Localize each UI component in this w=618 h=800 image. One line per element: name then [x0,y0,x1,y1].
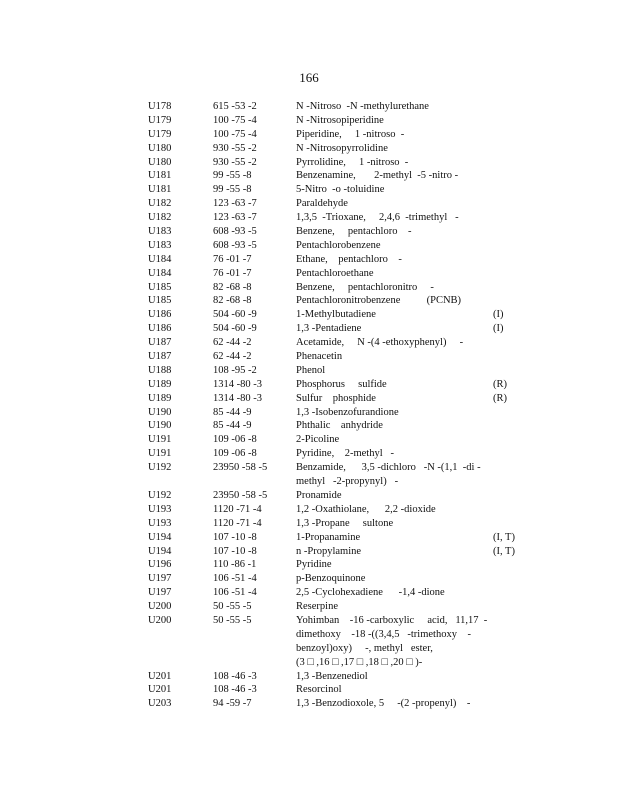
substance-name-line: 1,3 -Propane sultone [296,517,394,529]
cas-number: 109 -06 -8 [213,448,257,460]
substance-name-line: Reserpine [296,601,338,613]
waste-code: U196 [148,559,172,571]
table-row [0,531,618,545]
waste-code: U185 [148,281,172,293]
cas-number: 85 -44 -9 [213,420,252,432]
substance-name-line: Pentachloronitrobenzene (PCNB) [296,295,462,307]
table-row [0,572,618,586]
cas-number: 608 -93 -5 [213,239,257,251]
cas-number: 108 -46 -3 [213,684,257,696]
waste-code: U197 [148,573,172,585]
substance-name-line: 1,3 -Pentadiene [296,323,362,335]
table-row [0,600,618,614]
substance-name-line: Benzene, pentachloronitro - [296,281,434,293]
substance-name [296,100,429,114]
substance-name [296,114,384,128]
substance-name-line: Benzenamine, 2-methyl -5 -nitro - [296,170,459,182]
substance-name [296,253,402,267]
substance-name [296,419,383,433]
substance-name [296,670,368,684]
table-row [0,461,618,489]
table-row [0,503,618,517]
substance-name-line: Pentachlorobenzene [296,239,381,251]
waste-code: U200 [148,614,172,626]
table-row [0,392,618,406]
table-row [0,225,618,239]
waste-code: U192 [148,489,172,501]
waste-code: U186 [148,309,172,321]
cas-number: 76 -01 -7 [213,253,252,265]
substance-name [296,128,404,142]
substance-name [296,378,387,392]
table-row [0,308,618,322]
substance-name [296,197,348,211]
cas-number: 1120 -71 -4 [213,503,262,515]
cas-number: 109 -06 -8 [213,434,257,446]
waste-code: U186 [148,323,172,335]
cas-number: 100 -75 -4 [213,114,257,126]
substance-name-line: methyl -2-propynyl) - [296,476,399,488]
substance-name-line: Pentachloroethane [296,267,374,279]
waste-code: U191 [148,448,172,460]
substance-name [296,558,332,572]
substance-name-line: 1,3 -Benzodioxole, 5 -(2 -propenyl) - [296,698,471,710]
waste-code: U183 [148,226,172,238]
substance-name-line: Phosphorus sulfide [296,378,387,390]
cas-number: 123 -63 -7 [213,212,257,224]
cas-number: 82 -68 -8 [213,295,252,307]
table-row [0,586,618,600]
table-row [0,294,618,308]
substance-name-line: 1,3,5 -Trioxane, 2,4,6 -trimethyl - [296,212,459,224]
waste-code: U183 [148,239,172,251]
waste-code: U182 [148,198,172,210]
waste-code: U187 [148,351,172,363]
cas-number: 23950 -58 -5 [213,462,268,474]
substance-name-line: Paraldehyde [296,198,348,210]
substance-name-line: p-Benzoquinone [296,573,366,585]
table-row [0,433,618,447]
waste-code: U184 [148,253,172,265]
table-row [0,197,618,211]
table-row [0,378,618,392]
cas-number: 608 -93 -5 [213,226,257,238]
waste-code: U189 [148,378,172,390]
substance-name-line: 2,5 -Cyclohexadiene -1,4 -dione [296,587,445,599]
cas-number: 1314 -80 -3 [213,392,262,404]
cas-number: 615 -53 -2 [213,101,257,112]
cas-number: 930 -55 -2 [213,156,257,168]
substance-name [296,614,487,670]
waste-code: U179 [148,114,172,126]
table-row [0,100,618,114]
waste-code: U201 [148,684,172,696]
substance-name-line: 1-Propanamine [296,531,361,543]
substance-name [296,447,394,461]
waste-code: U194 [148,545,172,557]
substance-name [296,156,408,170]
waste-code: U190 [148,420,172,432]
substance-name-line: 2-Picoline [296,434,340,446]
hazard-code: (R) [493,392,507,404]
cas-number: 50 -55 -5 [213,601,252,613]
cas-number: 100 -75 -4 [213,128,257,140]
substance-name-line: Yohimban -16 -carboxylic acid, 11,17 - [296,614,488,626]
substance-name-line: Pyridine [296,559,332,571]
table-row [0,336,618,350]
substance-name [296,392,376,406]
waste-code: U178 [148,101,172,112]
substance-name-line: N -Nitrosopiperidine [296,114,384,126]
cas-number: 23950 -58 -5 [213,489,268,501]
cas-number: 1120 -71 -4 [213,517,262,529]
substance-name-line: N -Nitrosopyrrolidine [296,142,388,154]
cas-number: 504 -60 -9 [213,323,257,335]
substance-name [296,683,342,697]
cas-number: 108 -95 -2 [213,364,257,376]
table-row [0,211,618,225]
substance-name-line: 1,3 -Isobenzofurandione [296,406,399,418]
table-row [0,489,618,503]
substance-name [296,461,481,489]
substance-name [296,225,411,239]
substance-name-line: Pyridine, 2-methyl - [296,448,394,460]
waste-code: U185 [148,295,172,307]
substance-name [296,572,365,586]
table-row [0,670,618,684]
substance-name [296,545,361,559]
substance-name-line: 1,2 -Oxathiolane, 2,2 -dioxide [296,503,436,515]
cas-number: 62 -44 -2 [213,337,252,349]
hazard-code: (R) [493,378,507,390]
hazard-code: (I, T) [493,531,515,543]
cas-number: 1314 -80 -3 [213,378,262,390]
cas-number: 62 -44 -2 [213,351,252,363]
substance-name-line: N -Nitroso -N -methylurethane [296,101,429,112]
substance-name-line: 1,3 -Benzenediol [296,670,368,682]
cas-number: 107 -10 -8 [213,531,257,543]
cas-number: 504 -60 -9 [213,309,257,321]
substance-name-line: Ethane, pentachloro - [296,253,402,265]
cas-number: 106 -51 -4 [213,587,257,599]
waste-code: U194 [148,531,172,543]
waste-code: U193 [148,517,172,529]
table-row [0,697,618,711]
waste-code: U184 [148,267,172,279]
substance-name [296,211,459,225]
table-row [0,142,618,156]
substance-name [296,600,338,614]
cas-number: 108 -46 -3 [213,670,257,682]
substance-name-line: Acetamide, N -(4 -ethoxyphenyl) - [296,337,464,349]
table-row [0,683,618,697]
waste-code: U193 [148,503,172,515]
table-row [0,114,618,128]
substance-name-line: Benzamide, 3,5 -dichloro -N -(1,1 -di - [296,462,481,474]
table-row [0,267,618,281]
hazardous-waste-table [0,100,618,711]
waste-code: U181 [148,184,172,196]
substance-name [296,406,399,420]
waste-code: U180 [148,142,172,154]
cas-number: 99 -55 -8 [213,184,252,196]
substance-name-line: 1-Methylbutadiene [296,309,376,321]
cas-number: 110 -86 -1 [213,559,257,571]
waste-code: U189 [148,392,172,404]
waste-code: U197 [148,587,172,599]
substance-name [296,267,374,281]
substance-name [296,489,342,503]
substance-name [296,433,339,447]
substance-name [296,239,381,253]
substance-name-line: Resorcinol [296,684,342,696]
hazard-code: (I) [493,323,504,335]
cas-number: 123 -63 -7 [213,198,257,210]
substance-name [296,697,470,711]
table-row [0,406,618,420]
table-row [0,517,618,531]
substance-name-line: Phthalic anhydride [296,420,383,432]
table-row [0,169,618,183]
substance-name [296,169,458,183]
substance-name [296,294,461,308]
table-row [0,558,618,572]
table-row [0,350,618,364]
substance-name [296,336,463,350]
cas-number: 82 -68 -8 [213,281,252,293]
substance-name-line: (3 □ ,16 □ ,17 □ ,18 □ ,20 □ )- [296,656,423,668]
cas-number: 76 -01 -7 [213,267,252,279]
substance-name [296,281,434,295]
substance-name [296,142,388,156]
cas-number: 106 -51 -4 [213,573,257,585]
waste-code: U191 [148,434,172,446]
substance-name [296,308,376,322]
substance-name-line: Phenacetin [296,351,343,363]
substance-name-line: Phenol [296,364,326,376]
cas-number: 107 -10 -8 [213,545,257,557]
waste-code: U200 [148,601,172,613]
waste-code: U180 [148,156,172,168]
waste-code: U192 [148,462,172,474]
substance-name [296,531,360,545]
substance-name-line: n -Propylamine [296,545,362,557]
substance-name [296,364,325,378]
waste-code: U187 [148,337,172,349]
substance-name-line: Sulfur phosphide [296,392,376,404]
table-row [0,156,618,170]
substance-name [296,517,393,531]
hazard-code: (I, T) [493,545,515,557]
waste-code: U203 [148,698,172,710]
substance-name [296,503,436,517]
table-row [0,322,618,336]
waste-code: U188 [148,364,172,376]
waste-code: U181 [148,170,172,182]
waste-code: U190 [148,406,172,418]
cas-number: 50 -55 -5 [213,614,252,626]
table-row [0,614,618,670]
table-row [0,281,618,295]
table-row [0,447,618,461]
hazard-code: (I) [493,309,504,321]
page-number: 166 [299,70,319,85]
substance-name [296,322,361,336]
table-row [0,253,618,267]
table-row [0,419,618,433]
substance-name [296,183,384,197]
substance-name-line: Piperidine, 1 -nitroso - [296,128,405,140]
table-row [0,128,618,142]
substance-name [296,586,445,600]
substance-name-line: Pronamide [296,489,342,501]
substance-name-line: Benzene, pentachloro - [296,226,412,238]
substance-name-line: Pyrrolidine, 1 -nitroso - [296,156,409,168]
table-row [0,183,618,197]
cas-number: 85 -44 -9 [213,406,252,418]
cas-number: 94 -59 -7 [213,698,252,710]
waste-code: U182 [148,212,172,224]
cas-number: 99 -55 -8 [213,170,252,182]
table-row [0,364,618,378]
table-row [0,239,618,253]
substance-name-line: 5-Nitro -o -toluidine [296,184,385,196]
table-row [0,545,618,559]
substance-name-line: benzoyl)oxy) -, methyl ester, [296,642,433,654]
substance-name [296,350,342,364]
waste-code: U201 [148,670,172,682]
waste-code: U179 [148,128,172,140]
substance-name-line: dimethoxy -18 -((3,4,5 -trimethoxy - [296,628,471,640]
cas-number: 930 -55 -2 [213,142,257,154]
